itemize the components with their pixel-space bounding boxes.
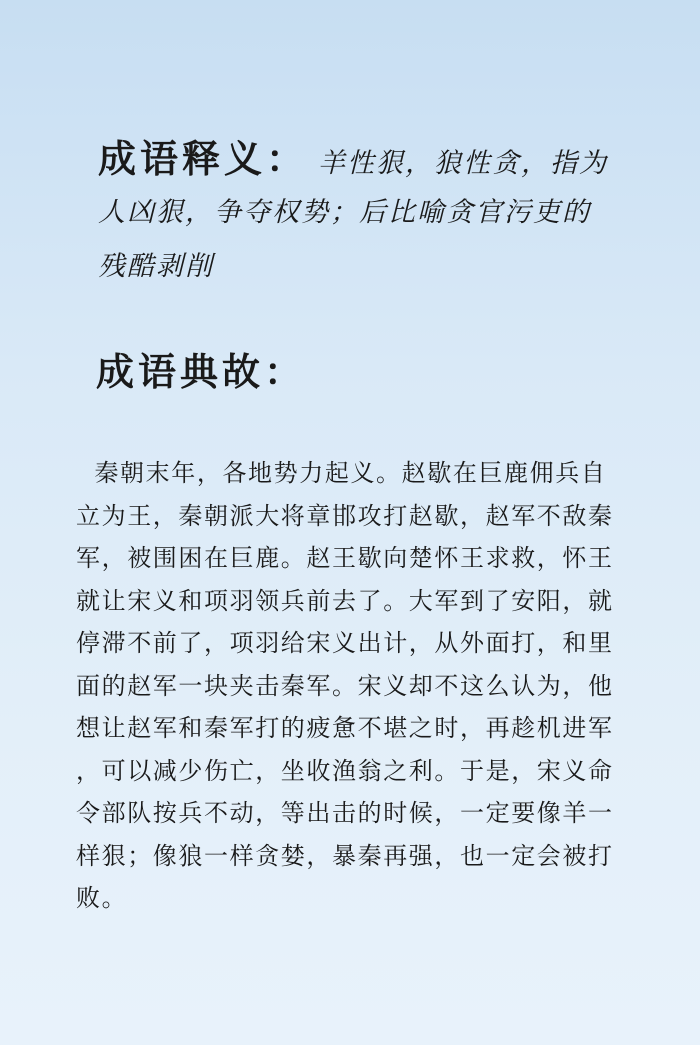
meaning-first-line (98, 132, 618, 186)
story-line: 就让宋义和项羽领兵前去了。大军到了安阳，就 (76, 586, 614, 615)
meaning-section (98, 132, 618, 294)
meaning-text-line-2: 人凶狠，争夺权势；后比喻贪官污吏的 (98, 197, 591, 228)
meaning-heading: 成语释义： (98, 136, 309, 181)
story-line: 军，被围困在巨鹿。赵王歇向楚怀王求救，怀王 (76, 544, 614, 572)
story-line: 样狠；像狼一样贪婪，暴秦再强，也一定会被打 (76, 841, 614, 870)
story-line: ，可以减少伤亡，坐收渔翁之利。于是，宋义命 (76, 756, 614, 785)
story-heading: 成语典故： (96, 349, 307, 394)
story-paragraph (76, 452, 632, 920)
story-line: 败。 (76, 884, 128, 912)
meaning-text-line-1: 羊性狠，狼性贪，指为 (318, 148, 609, 179)
story-line: 秦朝末年，各地势力起义。赵歇在巨鹿佣兵自 (76, 459, 607, 487)
story-line: 面的赵军一块夹击秦军。宋义却不这么认为，他 (76, 671, 614, 700)
story-line: 立为王，秦朝派大将章邯攻打赵歇，赵军不敌秦 (76, 501, 614, 530)
story-line: 停滞不前了，项羽给宋义出计，从外面打，和里 (76, 629, 614, 657)
story-line: 令部队按兵不动，等出击的时候，一定要像羊一 (76, 799, 614, 827)
meaning-text-line-3: 残酷剥削 (98, 251, 214, 282)
story-line: 想让赵军和秦军打的疲惫不堪之时，再趁机进军 (76, 714, 614, 742)
